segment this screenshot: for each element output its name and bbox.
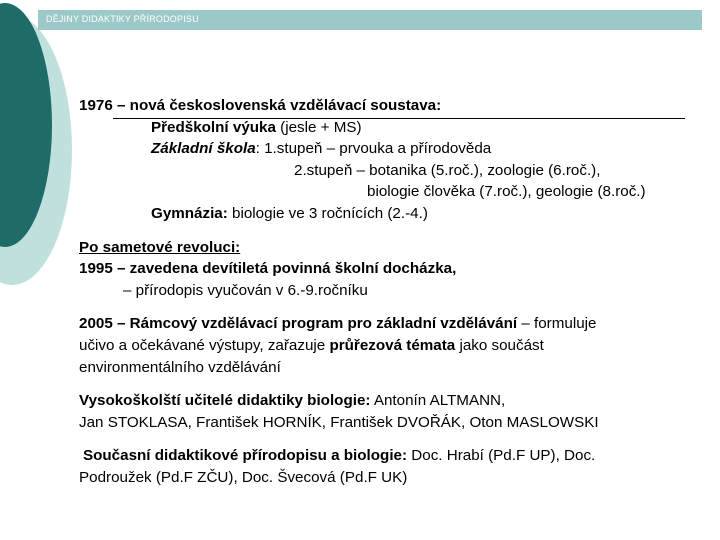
- block2-line2: – přírodopis vyučován v 6.-9.ročníku: [123, 281, 368, 299]
- block2-line1: 1995 – zavedena devítiletá povinná školní docházka,: [79, 260, 457, 278]
- gymnasium-label: Gymnázia:: [151, 204, 228, 222]
- block1-second-stage-line: 2.stupeň – botanika (5.roč.), zoologie (6.roč.),: [294, 161, 601, 179]
- block5-bold: Současní didaktikové přírodopisu a biologie:: [83, 447, 408, 465]
- block5-line2: Podroužek (Pd.F ZČU), Doc. Švecová (Pd.F UK): [79, 468, 408, 486]
- header-title: DĚJINY DIDAKTIKY PŘÍRODOPISU: [46, 14, 199, 24]
- block3-line1: [79, 313, 709, 335]
- block5-text1: Doc. Hrabí (Pd.F UP), Doc.: [407, 447, 596, 465]
- slide-content: [79, 95, 709, 489]
- block1-elementary-line: [79, 138, 709, 160]
- block3-bold2: průřezová témata: [329, 336, 456, 354]
- elementary-text: : 1.stupeň – prvouka a přírodověda: [255, 140, 492, 158]
- block3-bold1: 2005 – Rámcový vzdělávací program pro základní vzdělávání: [79, 315, 518, 333]
- elementary-label: Základní škola: [151, 140, 256, 158]
- block4-line2: Jan STOKLASA, František HORNÍK, František DVOŘÁK, Oton MASLOWSKI: [79, 413, 599, 431]
- block1-preschool-line: [79, 117, 709, 139]
- block3-text3: jako součást: [455, 336, 544, 354]
- block3-text1: – formuluje: [517, 315, 597, 333]
- block3-line3: environmentálního vzdělávání: [79, 358, 281, 376]
- block4-text1: Antonín ALTMANN,: [370, 392, 506, 410]
- block2-heading: Po sametové revoluci:: [79, 238, 241, 256]
- block4-bold: Vysokoškolští učitelé didaktiky biologie:: [79, 392, 371, 410]
- block5-line1: [79, 445, 709, 467]
- block3-line2: [79, 335, 709, 357]
- block4-line1: [79, 390, 709, 412]
- preschool-label: Předškolní výuka: [151, 118, 276, 136]
- block3-text2: učivo a očekávané výstupy, zařazuje: [79, 336, 330, 354]
- block1-second-stage-cont: biologie člověka (7.roč.), geologie (8.roč.): [367, 183, 646, 201]
- block1-heading: 1976 – nová československá vzdělávací soustava:: [79, 97, 442, 114]
- decorative-circles: [0, 0, 80, 300]
- header-bar: [38, 10, 702, 30]
- block1-gymnasium-line: [79, 203, 709, 225]
- preschool-text: (jesle + MS): [275, 118, 362, 136]
- gymnasium-text: biologie ve 3 ročnících (2.-4.): [227, 204, 428, 222]
